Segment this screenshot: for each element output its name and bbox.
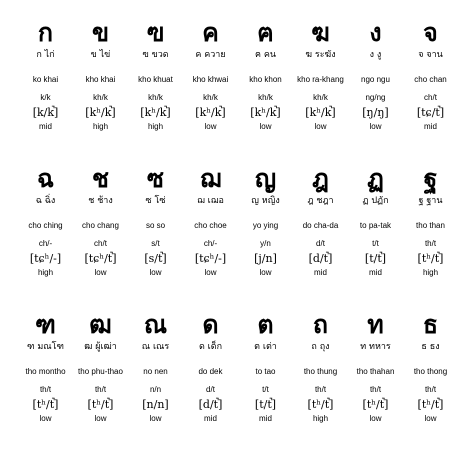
- letter-ipa: [tɕʰ/-]: [194, 252, 227, 265]
- letter-ipa: [tʰ/t̚]: [87, 398, 114, 411]
- letter-ipa: [t/t̚]: [364, 252, 387, 265]
- letter-ipa: [s/t̚]: [144, 252, 167, 265]
- letter-ipa: [kʰ/k̚]: [195, 106, 226, 119]
- letter-thai-name: ธ ธง: [421, 342, 440, 352]
- letter-glyph: ฅ: [257, 18, 274, 47]
- letter-thai-name: ค ควาย: [195, 50, 226, 60]
- letter-thai-name: ญ หญิง: [251, 196, 280, 206]
- letter-romanized-name: cho chang: [82, 220, 119, 230]
- letter-romanized-name: yo ying: [252, 220, 279, 230]
- letter-ipa: [d/t̚]: [198, 398, 223, 411]
- letter-class: low: [204, 268, 217, 277]
- letter-romanized-name: cho choe: [194, 220, 227, 230]
- letter-romanized-name: do cha-da: [302, 220, 339, 230]
- letter-cell: [73, 310, 128, 456]
- letter-thai-name: ฅ คน: [254, 50, 277, 60]
- letter-transliteration: ng/ng: [365, 92, 386, 102]
- letter-ipa: [kʰ/k̚]: [305, 106, 336, 119]
- letter-class: mid: [259, 414, 272, 423]
- letter-transliteration: n/n: [149, 384, 162, 394]
- letter-romanized-name: to pa-tak: [359, 220, 392, 230]
- letter-class: mid: [314, 268, 327, 277]
- letter-class: low: [149, 414, 162, 423]
- letter-thai-name: จ จาน: [418, 50, 443, 60]
- letter-cell: [293, 164, 348, 310]
- letter-glyph: ธ: [422, 310, 439, 339]
- letter-glyph: ฌ: [199, 164, 222, 193]
- letter-glyph: ค: [202, 18, 219, 47]
- letter-glyph: ณ: [143, 310, 168, 339]
- letter-class: low: [369, 414, 382, 423]
- letter-thai-name: ด เด็ก: [198, 342, 223, 352]
- letter-glyph: ก: [37, 18, 54, 47]
- letter-transliteration: kh/k: [93, 92, 108, 102]
- letter-thai-name: ซ โซ่: [145, 196, 166, 206]
- letter-cell: [18, 310, 73, 456]
- letter-transliteration: kh/k: [258, 92, 273, 102]
- letter-transliteration: ch/-: [203, 238, 218, 248]
- letter-ipa: [tɕʰ/-]: [29, 252, 62, 265]
- letter-ipa: [tɕ/t̚]: [416, 106, 445, 119]
- letter-cell: [238, 18, 293, 164]
- letter-glyph: ต: [257, 310, 274, 339]
- letter-ipa: [tʰ/t̚]: [32, 398, 59, 411]
- letter-class: low: [204, 122, 217, 131]
- letter-cell: [128, 310, 183, 456]
- letter-cell: [183, 164, 238, 310]
- letter-class: mid: [39, 122, 52, 131]
- letter-transliteration: th/t: [424, 384, 437, 394]
- letter-glyph: ง: [369, 18, 382, 47]
- letter-thai-name: ฃ ขวด: [142, 50, 169, 60]
- letter-ipa: [ŋ/ŋ]: [362, 106, 389, 119]
- letter-glyph: ช: [92, 164, 109, 193]
- letter-cell: [403, 310, 458, 456]
- letter-class: low: [369, 122, 382, 131]
- letter-thai-name: ฉ ฉิ่ง: [35, 196, 56, 206]
- letter-thai-name: ฑ มณโฑ: [27, 342, 64, 352]
- letter-thai-name: ถ ถุง: [311, 342, 330, 352]
- letter-cell: [183, 18, 238, 164]
- letter-glyph: ญ: [254, 164, 277, 193]
- letter-cell: [348, 164, 403, 310]
- letter-thai-name: ท ทหาร: [360, 342, 391, 352]
- letter-ipa: [k/k̚]: [32, 106, 59, 119]
- letter-transliteration: th/t: [424, 238, 437, 248]
- letter-glyph: ฑ: [35, 310, 56, 339]
- letter-cell: [238, 164, 293, 310]
- letter-grid: [18, 18, 458, 456]
- letter-ipa: [kʰ/k̚]: [140, 106, 171, 119]
- letter-romanized-name: kho khai: [85, 74, 116, 84]
- letter-transliteration: ch/-: [38, 238, 53, 248]
- letter-transliteration: k/k: [40, 92, 51, 102]
- letter-transliteration: kh/k: [203, 92, 218, 102]
- letter-romanized-name: kho khwai: [192, 74, 229, 84]
- letter-cell: [18, 164, 73, 310]
- letter-glyph: ท: [367, 310, 384, 339]
- letter-romanized-name: tho montho: [25, 366, 66, 376]
- letter-transliteration: th/t: [314, 384, 327, 394]
- letter-transliteration: th/t: [94, 384, 107, 394]
- letter-romanized-name: ngo ngu: [361, 74, 390, 84]
- letter-thai-name: ฌ เฌอ: [197, 196, 224, 206]
- letter-romanized-name: tho thong: [413, 366, 448, 376]
- letter-cell: [293, 310, 348, 456]
- letter-transliteration: d/t: [206, 384, 215, 394]
- letter-romanized-name: to tao: [255, 366, 276, 376]
- letter-romanized-name: kho ra-khang: [297, 74, 344, 84]
- letter-transliteration: th/t: [39, 384, 52, 394]
- letter-class: low: [94, 268, 107, 277]
- letter-transliteration: th/t: [369, 384, 382, 394]
- letter-thai-name: ฒ ผู้เฒ่า: [84, 342, 117, 352]
- letter-romanized-name: no nen: [143, 366, 168, 376]
- letter-transliteration: kh/k: [313, 92, 328, 102]
- letter-glyph: ซ: [147, 164, 164, 193]
- letter-cell: [73, 18, 128, 164]
- letter-romanized-name: ko khai: [32, 74, 59, 84]
- letter-transliteration: y/n: [260, 238, 271, 248]
- letter-romanized-name: do dek: [198, 366, 223, 376]
- letter-ipa: [d/t̚]: [308, 252, 333, 265]
- letter-romanized-name: cho chan: [414, 74, 447, 84]
- letter-cell: [403, 18, 458, 164]
- letter-romanized-name: tho thung: [303, 366, 338, 376]
- letter-cell: [403, 164, 458, 310]
- letter-transliteration: s/t: [151, 238, 160, 248]
- letter-cell: [18, 18, 73, 164]
- letter-class: high: [422, 268, 439, 277]
- letter-transliteration: t/t: [262, 384, 269, 394]
- letter-romanized-name: so so: [145, 220, 166, 230]
- letter-ipa: [n/n]: [142, 398, 169, 411]
- letter-class: high: [312, 414, 329, 423]
- letter-romanized-name: tho phu-thao: [78, 366, 123, 376]
- letter-thai-name: ฏ ปฏัก: [362, 196, 389, 206]
- letter-glyph: ฒ: [89, 310, 112, 339]
- letter-class: low: [39, 414, 52, 423]
- letter-class: low: [424, 414, 437, 423]
- letter-transliteration: kh/k: [148, 92, 163, 102]
- letter-ipa: [tʰ/t̚]: [362, 398, 389, 411]
- letter-class: high: [147, 122, 164, 131]
- letter-glyph: ฎ: [312, 164, 329, 193]
- letter-ipa: [kʰ/k̚]: [250, 106, 281, 119]
- letter-romanized-name: kho khuat: [138, 74, 173, 84]
- letter-cell: [183, 310, 238, 456]
- letter-glyph: ถ: [312, 310, 329, 339]
- letter-glyph: ข: [91, 18, 110, 47]
- letter-ipa: [t/t̚]: [254, 398, 277, 411]
- letter-class: low: [94, 414, 107, 423]
- letter-cell: [73, 164, 128, 310]
- letter-thai-name: ข ไข่: [90, 50, 111, 60]
- letter-thai-name: ต เต่า: [254, 342, 277, 352]
- letter-class: low: [314, 122, 327, 131]
- letter-ipa: [tʰ/t̚]: [417, 252, 444, 265]
- letter-thai-name: ง งู: [369, 50, 382, 60]
- letter-class: low: [259, 268, 272, 277]
- letter-thai-name: ฆ ระฆัง: [305, 50, 336, 60]
- letter-romanized-name: cho ching: [28, 220, 63, 230]
- thai-alphabet-chart: [18, 18, 458, 456]
- letter-ipa: [j/n]: [254, 252, 277, 265]
- letter-class: high: [92, 122, 109, 131]
- letter-class: mid: [204, 414, 217, 423]
- letter-thai-name: ก ไก่: [36, 50, 55, 60]
- letter-thai-name: ช ช้าง: [88, 196, 113, 206]
- letter-class: mid: [424, 122, 437, 131]
- letter-ipa: [kʰ/k̚]: [85, 106, 116, 119]
- letter-cell: [348, 18, 403, 164]
- letter-glyph: ฐ: [423, 164, 438, 193]
- letter-glyph: จ: [423, 18, 438, 47]
- letter-thai-name: ฐ ฐาน: [418, 196, 443, 206]
- letter-romanized-name: tho than: [416, 220, 445, 230]
- letter-class: mid: [369, 268, 382, 277]
- letter-class: low: [259, 122, 272, 131]
- letter-thai-name: ณ เณร: [141, 342, 170, 352]
- letter-cell: [128, 164, 183, 310]
- letter-glyph: ฆ: [311, 18, 330, 47]
- letter-ipa: [tʰ/t̚]: [417, 398, 444, 411]
- letter-cell: [293, 18, 348, 164]
- letter-romanized-name: tho thahan: [356, 366, 395, 376]
- letter-class: high: [37, 268, 54, 277]
- letter-transliteration: t/t: [372, 238, 379, 248]
- letter-transliteration: ch/t: [424, 92, 437, 102]
- letter-thai-name: ฎ ชฎา: [307, 196, 334, 206]
- letter-cell: [238, 310, 293, 456]
- letter-glyph: ฃ: [146, 18, 165, 47]
- letter-romanized-name: kho khon: [249, 74, 282, 84]
- letter-ipa: [tʰ/t̚]: [307, 398, 334, 411]
- letter-glyph: ฏ: [367, 164, 384, 193]
- letter-cell: [128, 18, 183, 164]
- letter-glyph: ด: [202, 310, 219, 339]
- letter-cell: [348, 310, 403, 456]
- letter-transliteration: d/t: [316, 238, 325, 248]
- letter-glyph: ฉ: [36, 164, 55, 193]
- letter-class: low: [149, 268, 162, 277]
- letter-ipa: [tɕʰ/t̚]: [84, 252, 117, 265]
- letter-transliteration: ch/t: [94, 238, 107, 248]
